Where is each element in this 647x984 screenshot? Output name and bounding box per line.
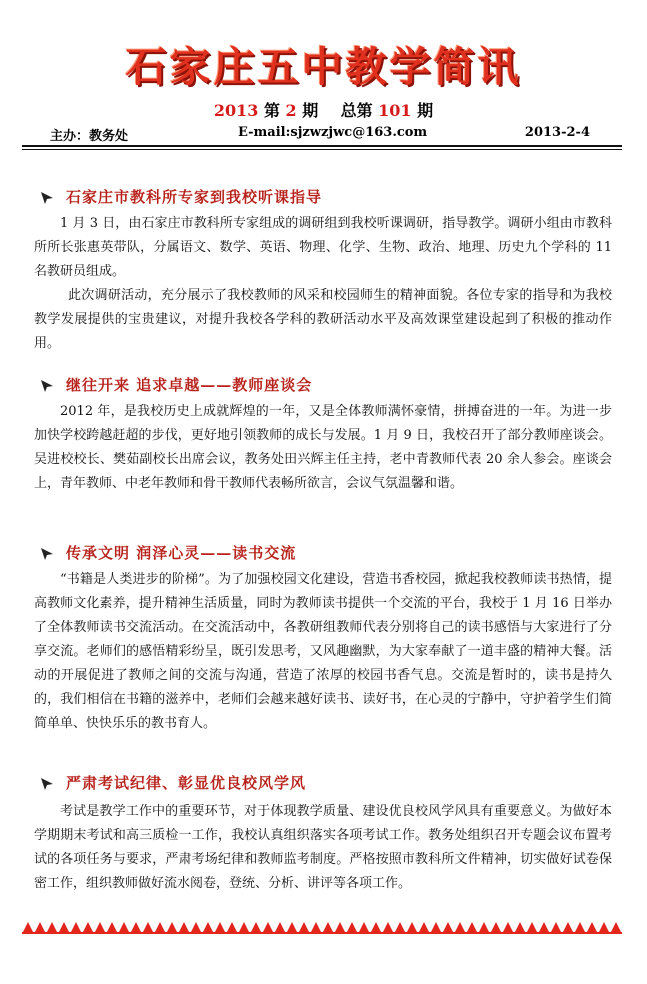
article-heading-text: 石家庄市教科所专家到我校听课指导 [66, 188, 323, 206]
article-paragraph: 考试是教学工作中的重要环节，对于体现教学质量、建设优良校风学风具有重要意义。为做好本学期期末考试和高三质检一工作，我校认真组织落实各项考试工作。教务处组织召开专题会议布置考试的各项任务与要求，严肃考场纪律和教师监考制度。严格按照市教科所文件精神，切实做好试卷保密工作，组织教师做好流水阅卷，登统、分析、讲评等各项工作。 [34, 804, 612, 891]
article-3 [34, 542, 612, 736]
email-link[interactable]: E-mail:sjzwzjwc@163.com [238, 125, 428, 140]
total-number: 101 [378, 101, 412, 120]
article-paragraph: 1 月 3 日，由石家庄市教科所专家组成的调研组到我校听课调研，指导教学。调研小组由市教科所所长张惠英带队，分属语文、数学、英语、物理、化学、生物、政治、地理、历史九个学科的 11 名教研员组成。 [34, 216, 612, 279]
article-4 [34, 772, 612, 896]
arrow-bullet-icon [40, 777, 54, 791]
article-1 [34, 186, 612, 356]
article-heading [34, 772, 612, 796]
header-rule-thin [22, 149, 622, 150]
newsletter-title: 石家庄五中教学简讯 [125, 43, 522, 91]
issue-year: 2013 [213, 101, 259, 120]
issue-qi: 期 [302, 101, 319, 120]
article-heading-text: 传承文明 润泽心灵——读书交流 [66, 544, 297, 562]
article-heading [34, 542, 612, 566]
issue-di: 第 [263, 101, 280, 120]
zigzag-divider [22, 920, 622, 934]
total-prefix: 总第 [340, 101, 373, 120]
article-heading [34, 374, 612, 398]
issue-date: 2013-2-4 [524, 125, 590, 140]
article-paragraph: 此次调研活动，充分展示了我校教师的风采和校园师生的精神面貌。各位专家的指导和为我校教学发展提供的宝贵建议，对提升我校各学科的教研活动水平及高效课堂建设起到了积极的推动作用。 [34, 288, 612, 351]
arrow-bullet-icon [40, 379, 54, 393]
article-paragraph: 2012 年，是我校历史上成就辉煌的一年，又是全体教师满怀豪情，拼搏奋进的一年。为进一步加快学校跨越赶超的步伐，更好地引领教师的成长与发展。1 月 9 日，我校召开了部分教师座谈会。吴进校校长、樊茹副校长出席会议，教务处田兴辉主任主持，老中青教师代表 20 余人参会。座谈会上，青年教师、中老年教师和骨干教师代表畅所欲言，会议气氛温馨和谐。 [34, 404, 612, 491]
arrow-bullet-icon [40, 547, 54, 561]
article-heading [34, 186, 612, 210]
article-heading-text: 严肃考试纪律、彰显优良校风学风 [66, 774, 307, 792]
issue-number: 2 [285, 101, 297, 120]
issue-line [0, 98, 647, 121]
article-heading-text: 继往开来 追求卓越——教师座谈会 [66, 376, 313, 394]
arrow-bullet-icon [40, 191, 54, 205]
article-2 [34, 374, 612, 496]
header-rule [22, 145, 622, 147]
meta-line [50, 125, 590, 145]
article-paragraph: “书籍是人类进步的阶梯”。为了加强校园文化建设，营造书香校园，掀起我校教师读书热情，提高教师文化素养，提升精神生活质量，同时为教师读书提供一个交流的平台，我校于 1 月 16 日举办了全体教师读书交流活动。在交流活动中，各教研组教师代表分别将自己的读书感悟与大家进行了分享交流。老师们的感悟精彩纷呈，既引发思考，又风趣幽默，为大家奉献了一道丰盛的精神大餐。活动的开展促进了教师之间的交流与沟通，营造了浓厚的校园书香气息。交流是暂时的，读书是持久的，我们相信在书籍的滋养中，老师们会越来越好读书、读好书，在心灵的宁静中，守护着学生们简简单单、快快乐乐的教书育人。 [34, 572, 612, 731]
host-label: 主办：教务处 [50, 129, 129, 144]
total-suffix: 期 [417, 101, 434, 120]
